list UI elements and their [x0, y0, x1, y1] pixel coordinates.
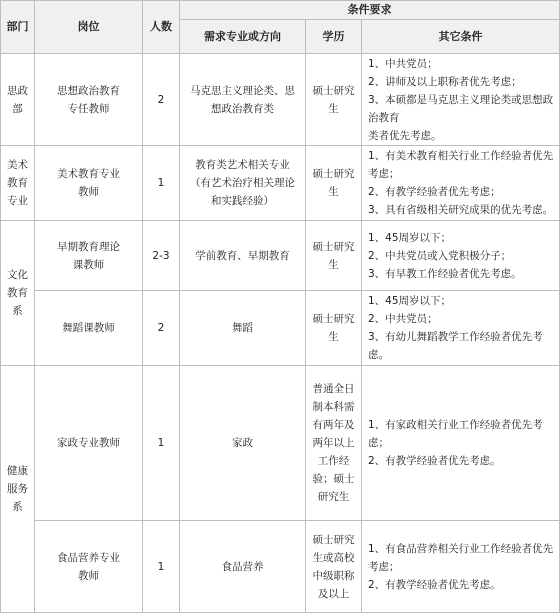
degree-cell: 硕士研究 生 — [306, 221, 362, 291]
table-row — [1, 366, 560, 521]
major-cell: 学前教育、早期教育 — [180, 221, 306, 291]
major-cell: 马克思主义理论类、思 想政治教育类 — [180, 54, 306, 146]
position-cell: 舞蹈课教师 — [35, 291, 143, 366]
position-cell: 思想政治教育 专任教师 — [35, 54, 143, 146]
count-cell: 1 — [143, 521, 180, 613]
count-cell: 1 — [143, 366, 180, 521]
major-cell: 舞蹈 — [180, 291, 306, 366]
table-row — [1, 291, 560, 366]
dept-cell: 美术 教育 专业 — [1, 146, 35, 221]
dept-cell: 文化 教育 系 — [1, 221, 35, 366]
major-cell: 食品营养 — [180, 521, 306, 613]
degree-cell: 普通全日 制本科需 有两年及 两年以上 工作经 验；硕士 研究生 — [306, 366, 362, 521]
dept-cell: 健康 服务 系 — [1, 366, 35, 613]
count-cell: 1 — [143, 146, 180, 221]
count-cell: 2 — [143, 54, 180, 146]
other-cell: 1、有美术教育相关行业工作经验者优先考虑； 2、有教学经验者优先考虑； 3、具有省级相关研究成果的优先考虑。 — [362, 146, 560, 221]
other-cell: 1、有食品营养相关行业工作经验者优先考虑； 2、有教学经验者优先考虑。 — [362, 521, 560, 613]
header-row-1 — [1, 1, 560, 20]
major-cell: 教育类艺术相关专业 （有艺术治疗相关理论 和实践经验） — [180, 146, 306, 221]
other-cell: 1、45周岁以下； 2、中共党员； 3、有幼儿舞蹈教学工作经验者优先考虑。 — [362, 291, 560, 366]
header-count: 人数 — [143, 1, 180, 54]
degree-cell: 硕士研究 生 — [306, 291, 362, 366]
header-major: 需求专业或方向 — [180, 20, 306, 54]
dept-cell: 思政 部 — [1, 54, 35, 146]
header-dept: 部门 — [1, 1, 35, 54]
degree-cell: 硕士研究 生 — [306, 146, 362, 221]
position-cell: 美术教育专业 教师 — [35, 146, 143, 221]
header-other: 其它条件 — [362, 20, 560, 54]
degree-cell: 硕士研究 生或高校 中级职称 及以上 — [306, 521, 362, 613]
other-cell: 1、中共党员； 2、讲师及以上职称者优先考虑； 3、本硕都是马克思主义理论类或思想政治教育 类者优先考虑。 — [362, 54, 560, 146]
header-conditions: 条件要求 — [180, 1, 560, 20]
table-row — [1, 221, 560, 291]
other-cell: 1、有家政相关行业工作经验者优先考虑； 2、有教学经验者优先考虑。 — [362, 366, 560, 521]
count-cell: 2-3 — [143, 221, 180, 291]
table-row — [1, 521, 560, 613]
major-cell: 家政 — [180, 366, 306, 521]
count-cell: 2 — [143, 291, 180, 366]
position-cell: 家政专业教师 — [35, 366, 143, 521]
header-position: 岗位 — [35, 1, 143, 54]
position-cell: 早期教育理论 课教师 — [35, 221, 143, 291]
table-row — [1, 146, 560, 221]
header-degree: 学历 — [306, 20, 362, 54]
position-cell: 食品营养专业 教师 — [35, 521, 143, 613]
other-cell: 1、45周岁以下； 2、中共党员或入党积极分子； 3、有早教工作经验者优先考虑。 — [362, 221, 560, 291]
table-row — [1, 54, 560, 146]
degree-cell: 硕士研究 生 — [306, 54, 362, 146]
